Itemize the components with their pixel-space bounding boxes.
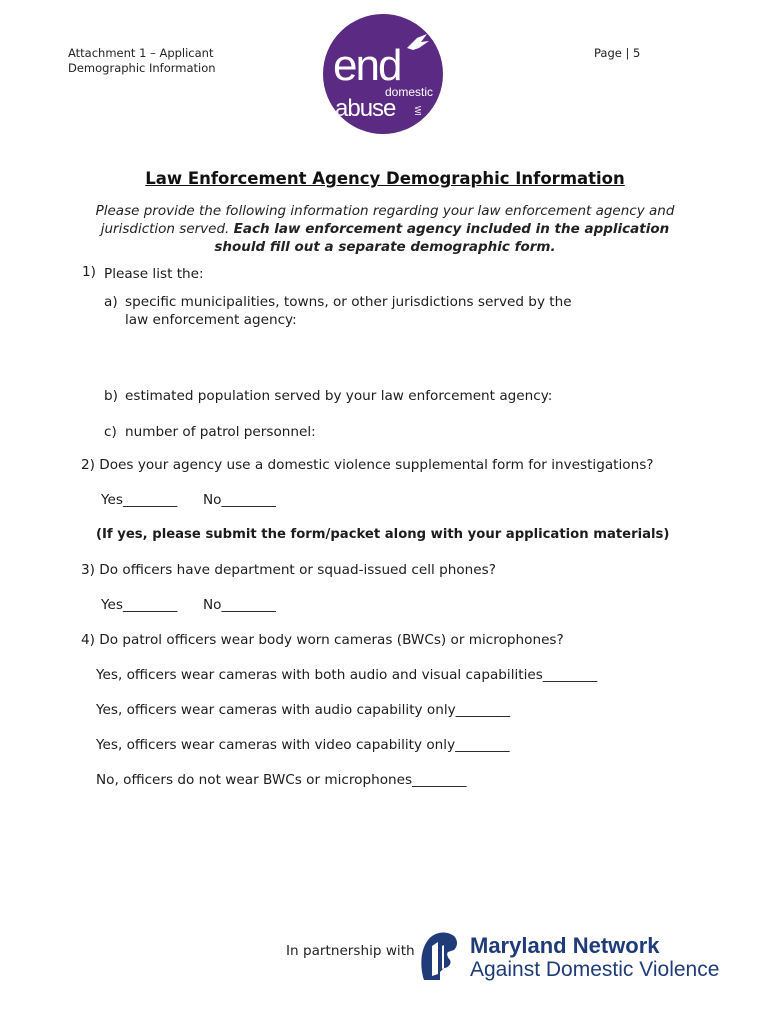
q4-text: 4) Do patrol officers wear body worn cameras (BWCs) or microphones?: [81, 632, 564, 648]
q1c-label: c): [104, 424, 117, 440]
profile-figure-icon: [421, 933, 457, 980]
page-title: Law Enforcement Agency Demographic Information: [145, 169, 625, 188]
logo-wi-text: WI: [413, 106, 422, 116]
q4-option-audio-visual[interactable]: Yes, officers wear cameras with both audio and visual capabilities________: [96, 667, 598, 683]
q1a-label: a): [104, 294, 118, 310]
q4-option-video-only[interactable]: Yes, officers wear cameras with video capability only________: [96, 737, 510, 753]
q1-text: Please list the:: [104, 266, 204, 282]
q1b-text: estimated population served by your law enforcement agency:: [125, 388, 553, 404]
intro-normal-text: Please provide the following information regarding your law enforcement agency and jurisdiction served.: [95, 203, 675, 237]
q3-text: 3) Do officers have department or squad-issued cell phones?: [81, 562, 496, 578]
page-number: Page | 5: [594, 46, 641, 60]
org-line-1: Maryland Network: [470, 933, 660, 958]
org-line-2: Against Domestic Violence: [470, 958, 720, 981]
attachment-label: [68, 46, 216, 76]
dove-icon: [407, 34, 429, 50]
maryland-network-logo: [418, 928, 728, 984]
q2-note: (If yes, please submit the form/packet along with your application materials): [96, 527, 670, 542]
logo-artwork: [323, 14, 443, 134]
q3-no-blank[interactable]: No________: [203, 597, 276, 613]
intro-paragraph: [90, 202, 680, 256]
q2-text: 2) Does your agency use a domestic violence supplemental form for investigations?: [81, 457, 654, 473]
q3-yes-blank[interactable]: Yes________: [101, 597, 178, 613]
q1-number: 1): [82, 264, 96, 280]
q2-no-blank[interactable]: No________: [203, 492, 276, 508]
logo-end-text: end: [333, 41, 401, 90]
logo-domestic-text: domestic: [385, 85, 434, 99]
attachment-line-2: Demographic Information: [68, 61, 216, 75]
mnadv-logo-artwork: [418, 928, 728, 984]
q1c-text: number of patrol personnel:: [125, 424, 316, 440]
q2-yes-blank[interactable]: Yes________: [101, 492, 178, 508]
end-domestic-abuse-logo: [323, 14, 443, 134]
attachment-line-1: Attachment 1 – Applicant: [68, 46, 214, 60]
intro-bold-text: Each law enforcement agency included in the application should fill out a separate demographic form.: [214, 221, 670, 255]
q4-option-audio-only[interactable]: Yes, officers wear cameras with audio capability only________: [96, 702, 511, 718]
q1b-label: b): [104, 388, 118, 404]
q4-option-none[interactable]: No, officers do not wear BWCs or microphones________: [96, 772, 467, 788]
q1a-text: specific municipalities, towns, or other jurisdictions served by the law enforcement agency:: [125, 294, 572, 328]
partnership-label: In partnership with: [286, 943, 415, 959]
logo-abuse-text: abuse: [335, 95, 396, 122]
